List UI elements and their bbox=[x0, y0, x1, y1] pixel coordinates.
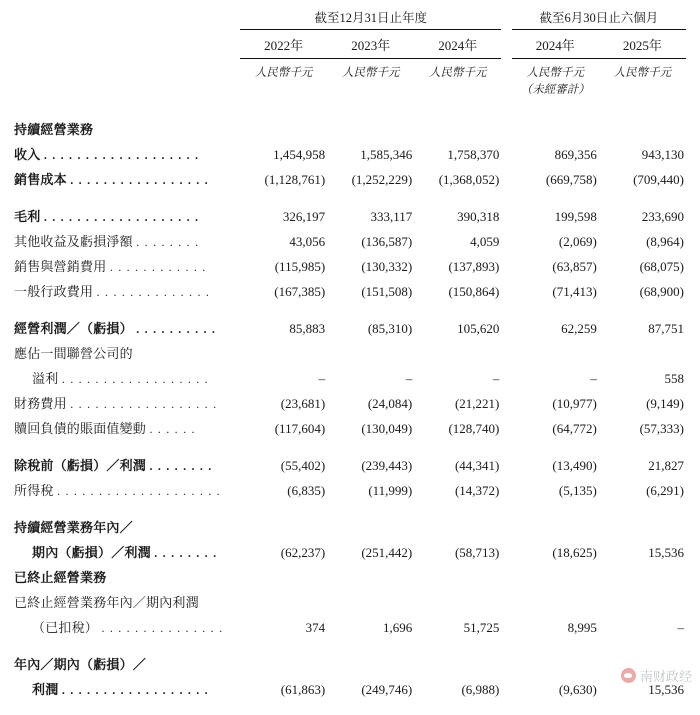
row-label-text: 持續經營業務年內／ bbox=[14, 520, 133, 535]
row-label bbox=[14, 412, 240, 437]
row-label-text: 所得稅 bbox=[14, 483, 54, 498]
row-value: 87,751 bbox=[648, 321, 684, 336]
row-label-text: 除稅前（虧損）／利潤 bbox=[14, 458, 147, 473]
spacer-cell bbox=[14, 437, 686, 449]
row-value bbox=[512, 561, 599, 586]
watermark-text: 南财政经 bbox=[639, 669, 692, 684]
row-label bbox=[14, 225, 240, 250]
row-label bbox=[14, 536, 240, 561]
spacer-cell bbox=[14, 300, 686, 312]
row-value: 326,197 bbox=[282, 209, 326, 224]
row-value: 15,536 bbox=[648, 545, 684, 560]
row-value bbox=[599, 648, 686, 673]
financial-statement-page bbox=[0, 8, 700, 715]
row-value: (2,069) bbox=[558, 234, 597, 249]
table-row bbox=[14, 474, 686, 499]
row-label bbox=[14, 611, 240, 636]
row-value: (9,149) bbox=[646, 396, 684, 411]
table-row bbox=[14, 536, 686, 561]
row-value: 374 bbox=[305, 620, 326, 635]
row-value: (71,413) bbox=[552, 284, 597, 299]
row-value: (57,333) bbox=[639, 421, 684, 436]
row-value: (23,681) bbox=[280, 396, 326, 411]
header-unit-gap bbox=[501, 59, 511, 114]
table-row bbox=[14, 275, 686, 300]
table-row bbox=[14, 225, 686, 250]
row-label-text: 財務費用 bbox=[14, 396, 67, 411]
row-value bbox=[599, 586, 686, 611]
column-gap bbox=[501, 387, 511, 412]
row-value: 333,117 bbox=[370, 209, 413, 224]
header-gap bbox=[501, 8, 511, 30]
row-value bbox=[240, 337, 327, 362]
row-value: 869,356 bbox=[554, 147, 597, 162]
row-label bbox=[14, 673, 240, 698]
column-gap bbox=[501, 163, 511, 188]
row-value bbox=[240, 561, 327, 586]
row-value: 233,690 bbox=[641, 209, 684, 224]
header-year-2025-interim: 2025年 bbox=[599, 30, 686, 59]
row-leader-dots: . . . . . . . . bbox=[149, 459, 213, 473]
row-value bbox=[414, 648, 501, 673]
row-value bbox=[327, 586, 414, 611]
row-value: – bbox=[492, 371, 500, 386]
column-gap bbox=[501, 113, 511, 138]
header-unit-2022-main: 人民幣千元 bbox=[254, 67, 313, 79]
row-label bbox=[14, 511, 240, 536]
row-leader-dots: . . . . . . . . . . . . . . . . . bbox=[70, 173, 209, 187]
row-value bbox=[327, 113, 414, 138]
row-value: (61,863) bbox=[280, 682, 326, 697]
row-value bbox=[414, 337, 501, 362]
column-gap bbox=[501, 561, 511, 586]
column-gap bbox=[501, 312, 511, 337]
header-unit-2024 bbox=[414, 59, 501, 114]
table-row bbox=[14, 412, 686, 437]
row-value: (6,291) bbox=[646, 483, 684, 498]
spacer-cell bbox=[14, 636, 686, 648]
row-value: – bbox=[318, 371, 326, 386]
row-value: (130,049) bbox=[361, 421, 413, 436]
table-row bbox=[14, 586, 686, 611]
header-unit-blank bbox=[14, 59, 240, 114]
row-value: (115,985) bbox=[274, 259, 326, 274]
row-value bbox=[414, 113, 501, 138]
header-unit-2023-main: 人民幣千元 bbox=[341, 67, 400, 79]
row-value: (1,128,761) bbox=[264, 172, 326, 187]
header-group-row bbox=[14, 8, 686, 30]
row-value: (64,772) bbox=[552, 421, 597, 436]
row-value bbox=[512, 648, 599, 673]
table-row bbox=[14, 200, 686, 225]
row-value: (63,857) bbox=[552, 259, 597, 274]
row-value bbox=[414, 586, 501, 611]
header-year-2024: 2024年 bbox=[414, 30, 501, 59]
row-value: 1,758,370 bbox=[447, 147, 500, 162]
row-value bbox=[414, 561, 501, 586]
row-label bbox=[14, 163, 240, 188]
row-leader-dots: . . . . . . . . . . . . . . . bbox=[101, 621, 224, 635]
row-value: (251,442) bbox=[361, 545, 413, 560]
row-value: (239,443) bbox=[361, 458, 413, 473]
row-label-text: 期內（虧損）／利潤 bbox=[32, 545, 151, 560]
row-value: (55,402) bbox=[280, 458, 326, 473]
row-label bbox=[14, 474, 240, 499]
row-value bbox=[327, 561, 414, 586]
row-label-text: （已扣稅） bbox=[32, 620, 99, 635]
income-statement-table bbox=[14, 8, 686, 698]
row-leader-dots: . . . . . . . . . . . . . . . . . . . bbox=[43, 148, 200, 162]
row-label-text: 已終止經營業務年內／期內利潤 bbox=[14, 595, 199, 610]
row-label-text: 毛利 bbox=[14, 209, 41, 224]
column-gap bbox=[501, 586, 511, 611]
row-value: (1,252,229) bbox=[351, 172, 413, 187]
table-row bbox=[14, 511, 686, 536]
table-row-spacer bbox=[14, 300, 686, 312]
header-unit-2024-main: 人民幣千元 bbox=[429, 67, 487, 79]
row-value: 43,056 bbox=[289, 234, 326, 249]
row-value: (5,135) bbox=[558, 483, 597, 498]
row-leader-dots: . . . . . . . . . . . . . . . . . . . bbox=[43, 210, 200, 224]
table-header bbox=[14, 8, 686, 113]
row-label-text: 一般行政費用 bbox=[14, 284, 94, 299]
row-value bbox=[240, 586, 327, 611]
table-row bbox=[14, 648, 686, 673]
row-value bbox=[327, 648, 414, 673]
row-label-text: 溢利 bbox=[32, 371, 59, 386]
row-label bbox=[14, 648, 240, 673]
row-value: – bbox=[405, 371, 413, 386]
table-row bbox=[14, 611, 686, 636]
row-value: (136,587) bbox=[361, 234, 413, 249]
row-value: 51,725 bbox=[463, 620, 500, 635]
row-value: (6,988) bbox=[461, 682, 500, 697]
row-value: (117,604) bbox=[274, 421, 326, 436]
row-value: 390,318 bbox=[457, 209, 500, 224]
row-label bbox=[14, 275, 240, 300]
row-value bbox=[327, 511, 414, 536]
row-value: (85,310) bbox=[367, 321, 413, 336]
row-value: 15,536 bbox=[648, 682, 684, 697]
row-value: (24,084) bbox=[367, 396, 413, 411]
row-value: 4,059 bbox=[470, 234, 500, 249]
row-leader-dots: . . . . . . . . bbox=[136, 235, 200, 249]
row-value bbox=[240, 648, 327, 673]
row-label-text: 收入 bbox=[14, 147, 41, 162]
row-leader-dots: . . . . . . bbox=[149, 422, 196, 436]
row-value: (11,999) bbox=[368, 483, 413, 498]
row-value: (44,341) bbox=[454, 458, 500, 473]
table-row-spacer bbox=[14, 499, 686, 511]
table-row bbox=[14, 561, 686, 586]
row-label bbox=[14, 387, 240, 412]
header-year-2022: 2022年 bbox=[240, 30, 327, 59]
header-year-row bbox=[14, 30, 686, 59]
header-year-2024-interim: 2024年 bbox=[512, 30, 599, 59]
column-gap bbox=[501, 362, 511, 387]
row-value: (10,977) bbox=[552, 396, 597, 411]
column-gap bbox=[501, 250, 511, 275]
row-label bbox=[14, 200, 240, 225]
table-row bbox=[14, 387, 686, 412]
row-label bbox=[14, 586, 240, 611]
column-gap bbox=[501, 275, 511, 300]
row-value: (128,740) bbox=[448, 421, 500, 436]
table-row-spacer bbox=[14, 437, 686, 449]
row-label-text: 銷售成本 bbox=[14, 172, 67, 187]
header-unit-2024-interim bbox=[512, 59, 599, 114]
row-value: (8,964) bbox=[646, 234, 684, 249]
table-row bbox=[14, 362, 686, 387]
row-label bbox=[14, 113, 240, 138]
row-value: (18,625) bbox=[552, 545, 597, 560]
row-label-text: 經營利潤／（虧損） bbox=[14, 321, 133, 336]
row-label-text: 贖回負債的賬面值變動 bbox=[14, 421, 147, 436]
row-label bbox=[14, 561, 240, 586]
row-leader-dots: . . . . . . . . . . . . . . bbox=[96, 285, 211, 299]
row-value: (68,075) bbox=[639, 259, 684, 274]
row-label-text: 年內／期內（虧損）／ bbox=[14, 657, 147, 672]
column-gap bbox=[501, 138, 511, 163]
row-value: 1,585,346 bbox=[360, 147, 413, 162]
table-row bbox=[14, 337, 686, 362]
row-label bbox=[14, 250, 240, 275]
row-label bbox=[14, 312, 240, 337]
row-value: 105,620 bbox=[457, 321, 500, 336]
row-value bbox=[599, 113, 686, 138]
table-body bbox=[14, 113, 686, 698]
row-value: (68,900) bbox=[639, 284, 684, 299]
row-label-text: 利潤 bbox=[32, 682, 59, 697]
row-value bbox=[599, 561, 686, 586]
table-row bbox=[14, 250, 686, 275]
row-value: (709,440) bbox=[633, 172, 684, 187]
row-value: (1,368,052) bbox=[438, 172, 500, 187]
row-label bbox=[14, 362, 240, 387]
column-gap bbox=[501, 673, 511, 698]
table-row bbox=[14, 163, 686, 188]
row-value: – bbox=[590, 371, 597, 386]
table-row-spacer bbox=[14, 636, 686, 648]
column-gap bbox=[501, 536, 511, 561]
header-unit-row bbox=[14, 59, 686, 114]
row-value: (167,385) bbox=[274, 284, 326, 299]
row-value: (150,864) bbox=[448, 284, 500, 299]
column-gap bbox=[501, 511, 511, 536]
header-unit-2024-interim-main: 人民幣千元 bbox=[526, 67, 585, 79]
row-value: (669,758) bbox=[545, 172, 597, 187]
row-value: 85,883 bbox=[289, 321, 326, 336]
row-leader-dots: . . . . . . . . . . . . . . . . . . bbox=[61, 372, 209, 386]
row-value bbox=[512, 586, 599, 611]
row-value: (14,372) bbox=[454, 483, 500, 498]
row-value bbox=[414, 511, 501, 536]
row-value: 199,598 bbox=[554, 209, 597, 224]
row-leader-dots: . . . . . . . . . . . . . . . . . . . . bbox=[57, 484, 221, 498]
header-unit-2023 bbox=[327, 59, 414, 114]
row-value: 8,995 bbox=[567, 620, 597, 635]
spacer-cell bbox=[14, 188, 686, 200]
row-leader-dots: . . . . . . . . bbox=[154, 546, 218, 560]
header-group-interim: 截至6月30日止六個月 bbox=[512, 8, 686, 30]
table-row bbox=[14, 138, 686, 163]
row-leader-dots: . . . . . . . . . . . . . . . . . . bbox=[61, 683, 209, 697]
header-corner-blank bbox=[14, 8, 240, 30]
row-label bbox=[14, 449, 240, 474]
column-gap bbox=[501, 449, 511, 474]
row-leader-dots: . . . . . . . . . . bbox=[136, 322, 217, 336]
row-value bbox=[240, 113, 327, 138]
row-value: (137,893) bbox=[448, 259, 500, 274]
row-value bbox=[512, 511, 599, 536]
row-value: 62,259 bbox=[561, 321, 597, 336]
row-value: (58,713) bbox=[454, 545, 500, 560]
header-unit-2025-interim-main: 人民幣千元 bbox=[613, 67, 672, 79]
header-year-2023: 2023年 bbox=[327, 30, 414, 59]
row-leader-dots: . . . . . . . . . . . . . . . . . . bbox=[70, 397, 218, 411]
row-label-text: 應佔一間聯營公司的 bbox=[14, 346, 133, 361]
spacer-cell bbox=[14, 499, 686, 511]
header-group-annual: 截至12月31日止年度 bbox=[240, 8, 501, 30]
table-row bbox=[14, 113, 686, 138]
row-value bbox=[599, 337, 686, 362]
row-label-text: 已終止經營業務 bbox=[14, 570, 107, 585]
row-label-text: 銷售與營銷費用 bbox=[14, 259, 107, 274]
table-row bbox=[14, 312, 686, 337]
column-gap bbox=[501, 200, 511, 225]
column-gap bbox=[501, 225, 511, 250]
row-value: (62,237) bbox=[280, 545, 326, 560]
row-value: 1,454,958 bbox=[273, 147, 326, 162]
row-value bbox=[599, 511, 686, 536]
header-unit-2024-interim-sub: （未經審計） bbox=[520, 83, 590, 96]
row-label-text: 持續經營業務 bbox=[14, 122, 94, 137]
row-value: 558 bbox=[664, 371, 684, 386]
column-gap bbox=[501, 337, 511, 362]
header-unit-2025-interim bbox=[599, 59, 686, 114]
row-value: (6,835) bbox=[287, 483, 326, 498]
column-gap bbox=[501, 611, 511, 636]
header-unit-2022 bbox=[240, 59, 327, 114]
row-value: (9,630) bbox=[558, 682, 597, 697]
table-row-spacer bbox=[14, 188, 686, 200]
column-gap bbox=[501, 412, 511, 437]
header-year-blank bbox=[14, 30, 240, 59]
row-value: 1,696 bbox=[383, 620, 413, 635]
row-value bbox=[512, 113, 599, 138]
row-value: 21,827 bbox=[648, 458, 684, 473]
row-leader-dots: . . . . . . . . . . . . bbox=[109, 260, 207, 274]
row-label-text: 其他收益及虧損淨額 bbox=[14, 234, 133, 249]
row-value: (249,746) bbox=[361, 682, 413, 697]
row-value bbox=[240, 511, 327, 536]
row-value: (130,332) bbox=[361, 259, 413, 274]
row-label bbox=[14, 138, 240, 163]
header-year-gap bbox=[501, 30, 511, 59]
row-value: (21,221) bbox=[454, 396, 500, 411]
column-gap bbox=[501, 474, 511, 499]
row-value: (151,508) bbox=[361, 284, 413, 299]
column-gap bbox=[501, 648, 511, 673]
row-value bbox=[327, 337, 414, 362]
table-row bbox=[14, 449, 686, 474]
table-row bbox=[14, 673, 686, 698]
row-value: – bbox=[677, 620, 684, 635]
row-value: (13,490) bbox=[552, 458, 597, 473]
row-value bbox=[512, 337, 599, 362]
row-label bbox=[14, 337, 240, 362]
row-value: 943,130 bbox=[641, 147, 684, 162]
